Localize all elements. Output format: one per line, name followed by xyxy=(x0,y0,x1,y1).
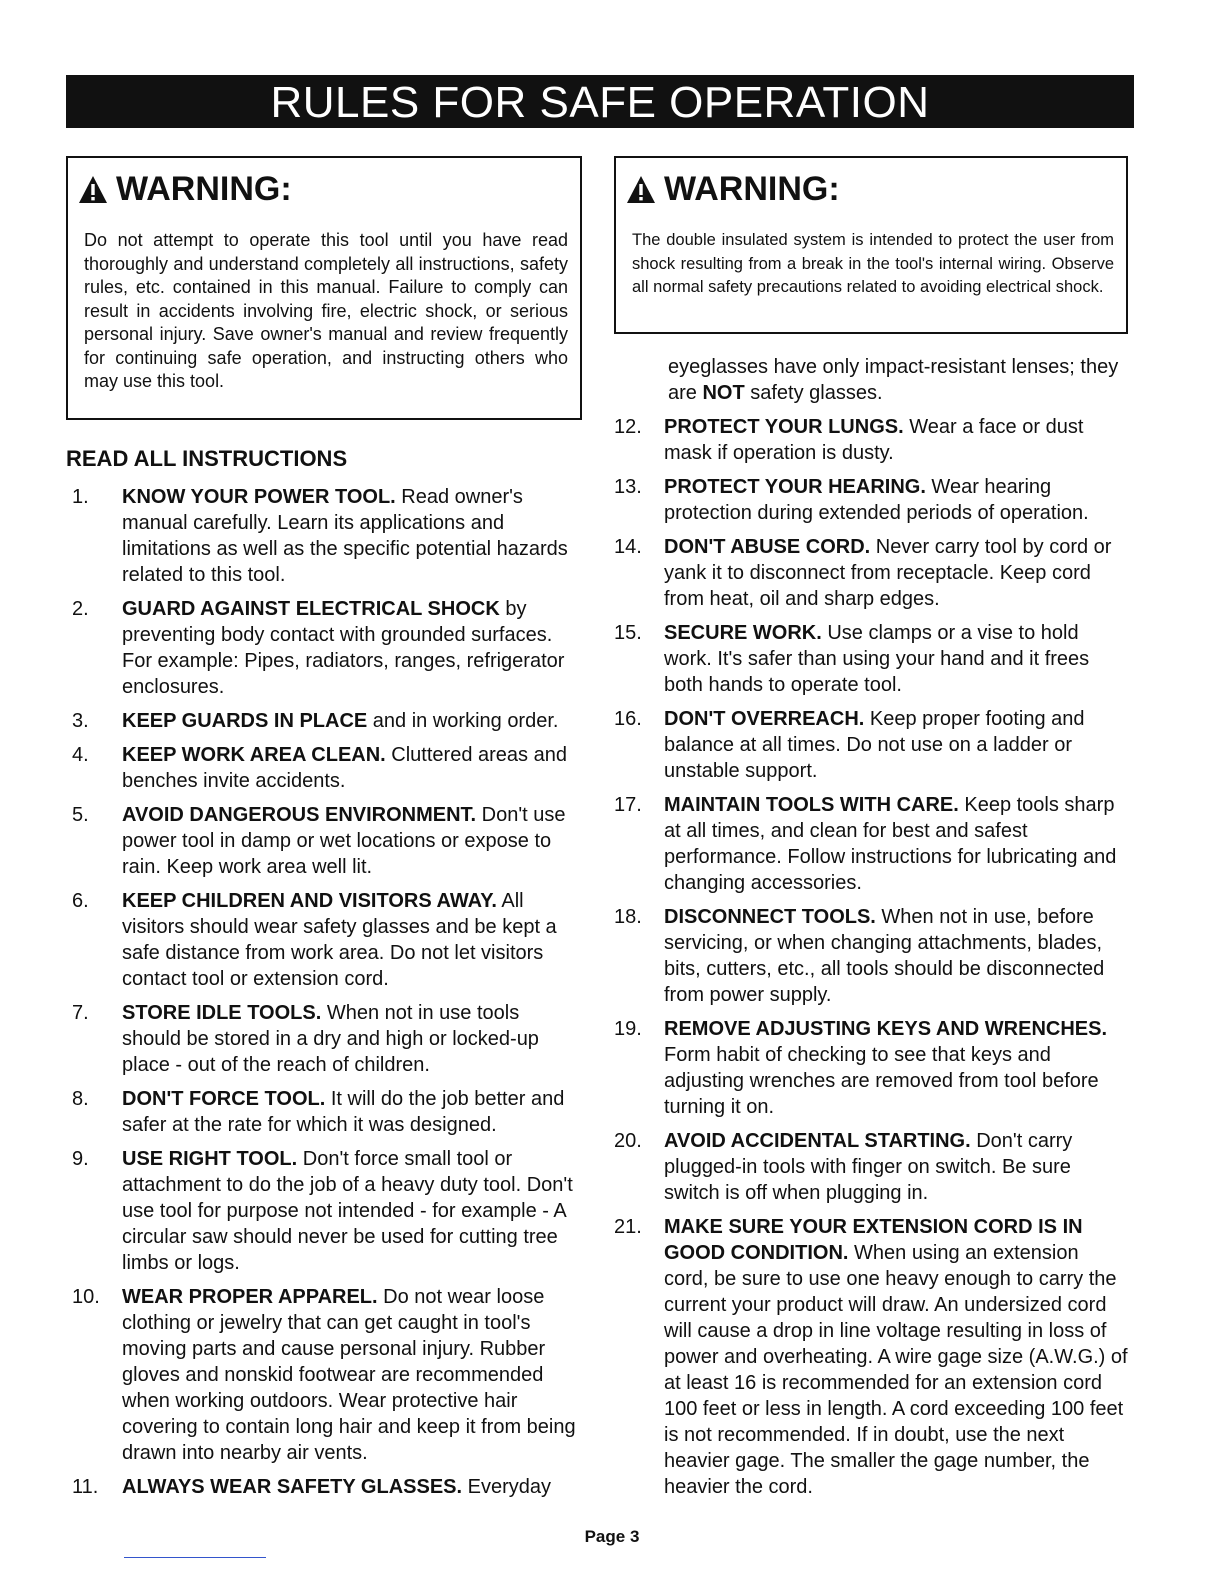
rule-item xyxy=(614,1128,1128,1206)
rule-number: 2. xyxy=(72,598,89,620)
warning-title: WARNING: xyxy=(664,170,840,208)
rule-body xyxy=(664,414,1128,466)
rule-heading: AVOID ACCIDENTAL STARTING. xyxy=(664,1130,971,1152)
rule-heading: REMOVE ADJUSTING KEYS AND WRENCHES. xyxy=(664,1018,1108,1040)
rule-item xyxy=(614,534,1128,612)
rule-body xyxy=(664,792,1128,896)
continuation-text xyxy=(614,354,1128,406)
rule-text: Wear a face or dust mask if operation is dusty. xyxy=(664,416,1084,464)
rule-text: When not in use tools should be stored in a dry and high or locked-up place - out of the reach of children. xyxy=(122,1002,539,1076)
rule-body xyxy=(664,620,1128,698)
rule-item xyxy=(72,742,582,794)
rule-body xyxy=(664,474,1128,526)
warning-text: Do not attempt to operate this tool until you have read thoroughly and understand completely all instructions, safety rules, etc. contained in this manual. Failure to comply can result in accidents involving fire, electric shock, or serious personal injury. Save owner's manual and review frequently for continuing safe operation, and instructing others who may use this tool. xyxy=(84,230,568,391)
rule-number: 14. xyxy=(614,536,642,558)
rule-item xyxy=(72,1000,582,1078)
rule-text: Don't use power tool in damp or wet locations or expose to rain. Keep work area well lit. xyxy=(122,804,566,878)
section-title: READ ALL INSTRUCTIONS xyxy=(66,446,348,471)
rule-item xyxy=(614,414,1128,466)
rule-number: 1. xyxy=(72,486,89,508)
rule-body xyxy=(664,1128,1128,1206)
rule-number: 19. xyxy=(614,1018,642,1040)
rule-text: Don't force small tool or attachment to do the job of a heavy duty tool. Don't use tool for purpose not intended - for example - A circular saw should never be used for cutting tree limbs or logs. xyxy=(122,1148,573,1274)
rule-item xyxy=(614,792,1128,896)
rule-body xyxy=(664,534,1128,612)
rule-heading: KNOW YOUR POWER TOOL. xyxy=(122,486,396,508)
warning-box-right xyxy=(614,156,1128,334)
rule-text: Wear hearing protection during extended periods of operation. xyxy=(664,476,1089,524)
rule-text: Do not wear loose clothing or jewelry that can get caught in tool's moving parts and cause personal injury. Rubber gloves and nonskid footwear are recommended when working outdoors. Wear protective hair covering to contain long hair and keep it from being drawn into nearby air vents. xyxy=(122,1286,576,1464)
rule-heading: MAINTAIN TOOLS WITH CARE. xyxy=(664,794,959,816)
warning-text: The double insulated system is intended to protect the user from shock resulting from a break in the tool's internal wiring. Observe all normal safety precautions related to avoiding electrical shock. xyxy=(632,231,1114,296)
rule-heading: ALWAYS WEAR SAFETY GLASSES. xyxy=(122,1476,463,1498)
rule-number: 12. xyxy=(614,416,642,438)
rule-text: and in working order. xyxy=(367,710,559,732)
rule-text: When using an extension cord, be sure to use one heavy enough to carry the current your product will draw. An undersized cord will cause a drop in line voltage resulting in loss of power and overheating. A wire gage size (A.W.G.) of at least 16 is recommended for an extension cord 100 feet or less in length. A cord exceeding 100 feet is not recommended. If in doubt, use the next heavier gage. The smaller the gage number, the heavier the cord. xyxy=(664,1242,1128,1498)
rule-number: 21. xyxy=(614,1216,642,1238)
rule-body xyxy=(122,1146,582,1276)
rule-body xyxy=(664,1016,1128,1120)
rule-number: 15. xyxy=(614,622,642,644)
rule-body xyxy=(122,1474,582,1500)
rule-text: It will do the job better and safer at the rate for which it was designed. xyxy=(122,1088,565,1136)
rule-item xyxy=(614,706,1128,784)
rule-number: 10. xyxy=(72,1286,100,1308)
rule-text: Don't carry plugged-in tools with finger on switch. Be sure switch is off when plugging in. xyxy=(664,1130,1073,1204)
rule-item xyxy=(614,1214,1128,1500)
rule-body xyxy=(122,596,582,700)
warning-title: WARNING: xyxy=(116,170,292,208)
rule-heading: DISCONNECT TOOLS. xyxy=(664,906,876,928)
footer-rule xyxy=(124,1557,266,1558)
rule-number: 8. xyxy=(72,1088,89,1110)
rule-text: Cluttered areas and benches invite accidents. xyxy=(122,744,567,792)
rule-body xyxy=(122,742,582,794)
rule-item xyxy=(614,904,1128,1008)
continuation-pre: eyeglasses have only impact-resistant lenses; they are xyxy=(668,356,1119,404)
rule-text: Everyday xyxy=(462,1476,551,1498)
warning-box-left xyxy=(66,156,582,420)
rule-text: by preventing body contact with grounded surfaces. For example: Pipes, radiators, ranges, refrigerator enclosures. xyxy=(122,598,565,698)
rule-heading: MAKE SURE YOUR EXTENSION CORD IS IN GOOD CONDITION. xyxy=(664,1216,1083,1264)
rule-heading: USE RIGHT TOOL. xyxy=(122,1148,298,1170)
rule-item xyxy=(72,708,582,734)
rule-text: Keep tools sharp at all times, and clean for best and safest performance. Follow instructions for lubricating and changing accessories. xyxy=(664,794,1117,894)
warning-header xyxy=(626,170,1126,209)
rule-heading: STORE IDLE TOOLS. xyxy=(122,1002,322,1024)
rule-number: 17. xyxy=(614,794,642,816)
rule-item xyxy=(72,596,582,700)
rule-item xyxy=(72,484,582,588)
rules-list-right xyxy=(614,354,1128,1508)
rule-number: 16. xyxy=(614,708,642,730)
rule-number: 3. xyxy=(72,710,89,732)
rule-item xyxy=(72,1146,582,1276)
rule-number: 18. xyxy=(614,906,642,928)
rule-body xyxy=(122,802,582,880)
rule-body xyxy=(122,1086,582,1138)
warning-header xyxy=(78,170,580,209)
rule-body xyxy=(664,904,1128,1008)
rule-number: 7. xyxy=(72,1002,89,1024)
rule-number: 11. xyxy=(72,1476,99,1498)
rule-item xyxy=(614,1016,1128,1120)
rule-number: 20. xyxy=(614,1130,642,1152)
rule-heading: PROTECT YOUR HEARING. xyxy=(664,476,926,498)
page-number: Page 3 xyxy=(584,1527,640,1546)
rule-heading: KEEP CHILDREN AND VISITORS AWAY. xyxy=(122,890,497,912)
rule-item xyxy=(614,620,1128,698)
rule-text: All visitors should wear safety glasses and be kept a safe distance from work area. Do not let visitors contact tool or extension cord. xyxy=(122,890,557,990)
warning-triangle-icon xyxy=(78,175,108,205)
rules-list-left xyxy=(72,484,582,1508)
page-banner: RULES FOR SAFE OPERATION xyxy=(66,75,1134,128)
rule-text: Read owner's manual carefully. Learn its applications and limitations as well as the specific potential hazards related to this tool. xyxy=(122,486,568,586)
rule-heading: SECURE WORK. xyxy=(664,622,822,644)
warning-triangle-icon xyxy=(626,175,656,205)
rule-item xyxy=(614,474,1128,526)
rule-number: 13. xyxy=(614,476,642,498)
rule-text: Form habit of checking to see that keys and adjusting wrenches are removed from tool before turning it on. xyxy=(664,1044,1099,1118)
rule-text: Use clamps or a vise to hold work. It's safer than using your hand and it frees both hands to operate tool. xyxy=(664,622,1090,696)
rule-number: 4. xyxy=(72,744,89,766)
rule-body xyxy=(122,1000,582,1078)
rule-text: Keep proper footing and balance at all times. Do not use on a ladder or unstable support. xyxy=(664,708,1085,782)
rule-body xyxy=(122,888,582,992)
rule-heading: WEAR PROPER APPAREL. xyxy=(122,1286,378,1308)
rule-body xyxy=(664,1214,1128,1500)
rule-heading: AVOID DANGEROUS ENVIRONMENT. xyxy=(122,804,477,826)
rule-item xyxy=(72,888,582,992)
rule-body xyxy=(122,1284,582,1466)
continuation-bold: NOT xyxy=(702,382,745,404)
rule-heading: KEEP GUARDS IN PLACE xyxy=(122,710,368,732)
continuation-post: safety glasses. xyxy=(744,382,883,404)
rule-body xyxy=(122,708,582,734)
rule-item xyxy=(72,1474,582,1500)
rule-body xyxy=(664,706,1128,784)
rule-item xyxy=(72,1086,582,1138)
rule-item xyxy=(72,802,582,880)
rule-heading: DON'T FORCE TOOL. xyxy=(122,1088,326,1110)
rule-heading: KEEP WORK AREA CLEAN. xyxy=(122,744,386,766)
rule-heading: PROTECT YOUR LUNGS. xyxy=(664,416,904,438)
rule-number: 6. xyxy=(72,890,89,912)
rule-body xyxy=(122,484,582,588)
rule-heading: DON'T OVERREACH. xyxy=(664,708,865,730)
rule-item xyxy=(72,1284,582,1466)
rule-number: 9. xyxy=(72,1148,89,1170)
rule-number: 5. xyxy=(72,804,89,826)
rule-text: When not in use, before servicing, or when changing attachments, blades, bits, cutters, etc., all tools should be disconnected from power supply. xyxy=(664,906,1105,1006)
rule-heading: DON'T ABUSE CORD. xyxy=(664,536,871,558)
rule-text: Never carry tool by cord or yank it to disconnect from receptacle. Keep cord from heat, oil and sharp edges. xyxy=(664,536,1112,610)
rule-heading: GUARD AGAINST ELECTRICAL SHOCK xyxy=(122,598,500,620)
